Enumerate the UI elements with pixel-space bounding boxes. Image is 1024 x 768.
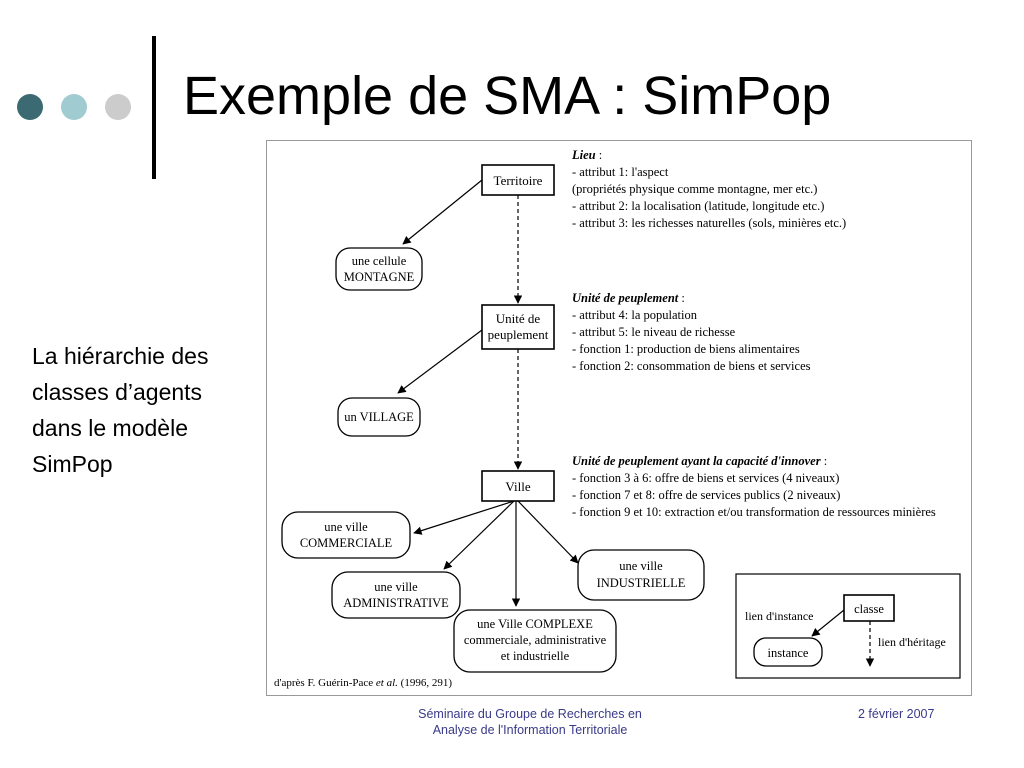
instance-label: ADMINISTRATIVE (343, 596, 449, 610)
decor-dot-light (105, 94, 131, 120)
instance-label: COMMERCIALE (299, 536, 393, 550)
note-line: - fonction 3 à 6: offre de biens et services (4 niveaux) (572, 471, 840, 485)
instance-ville-commerciale (282, 512, 410, 558)
instance-label: un VILLAGE (344, 410, 414, 424)
note-line: - fonction 2: consommation de biens et services (572, 359, 811, 373)
note-heading-suffix: : (595, 148, 603, 162)
class-label-territoire: Territoire (493, 173, 543, 188)
footer-seminar (380, 706, 680, 738)
note-line: (propriétés physique comme montagne, mer etc.) (572, 182, 818, 196)
diagram-source (274, 677, 452, 689)
svg-text:Lieu : (571, 148, 602, 162)
class-box-ville (482, 471, 554, 501)
note-heading: Unité de peuplement (572, 291, 679, 305)
legend-lien-instance: lien d'instance (745, 609, 814, 623)
instance-label: INDUSTRIELLE (596, 576, 686, 590)
side-caption (32, 338, 262, 482)
side-caption-line: La hiérarchie des (32, 343, 209, 369)
source-suffix: (1996, 291) (397, 677, 452, 689)
footer-line: Analyse de l'Information Territoriale (432, 723, 628, 737)
svg-text:Unité de peuplement ayant la c (572, 454, 827, 468)
class-box-territoire (482, 165, 554, 195)
instance-ville-administrative (332, 572, 460, 618)
class-label-ville: Ville (505, 479, 531, 494)
note-line: - attribut 1: l'aspect (572, 165, 669, 179)
decor-dot-dark (17, 94, 43, 120)
side-caption-line: SimPop (32, 451, 113, 477)
legend-lien-heritage: lien d'héritage (878, 635, 946, 649)
note-heading: Unité de peuplement ayant la capacité d'innover (572, 454, 821, 468)
instance-label: et industrielle (500, 649, 570, 663)
note-line: - attribut 3: les richesses naturelles (sols, minières etc.) (572, 216, 847, 230)
note-heading: Lieu (572, 148, 596, 162)
class-label-unite-line1: Unité de (495, 311, 541, 326)
legend-box (736, 574, 960, 678)
note-line: - fonction 1: production de biens alimentaires (572, 342, 800, 356)
footer-line: Séminaire du Groupe de Recherches en (418, 707, 642, 721)
instance-label: une cellule (351, 254, 407, 268)
note-heading-suffix: : (820, 454, 828, 468)
instance-label: une ville (619, 559, 663, 573)
slide-title: Exemple de SMA : SimPop (183, 66, 832, 126)
note-line: - fonction 7 et 8: offre de services publics (2 niveaux) (572, 488, 841, 502)
note-line: - attribut 5: le niveau de richesse (572, 325, 736, 339)
legend-classe: classe (854, 602, 884, 616)
instance-village (338, 398, 420, 436)
hierarchy-diagram (266, 140, 972, 696)
instance-cellule-montagne (336, 248, 422, 290)
instance-ville-industrielle (578, 550, 704, 600)
footer-date: 2 février 2007 (858, 707, 935, 721)
source-prefix: d'après F. Guérin-Pace (274, 677, 376, 689)
class-box-unite-peuplement (482, 305, 554, 349)
source-etal: et al. (375, 677, 398, 689)
instance-label: commerciale, administrative (463, 633, 607, 647)
note-heading-suffix: : (678, 291, 685, 305)
instance-label: une Ville COMPLEXE (477, 617, 593, 631)
title-divider (152, 36, 156, 179)
instance-ville-complexe (454, 610, 616, 672)
note-line: - fonction 9 et 10: extraction et/ou transformation de ressources minières (572, 505, 936, 519)
side-caption-line: classes d’agents (32, 379, 203, 405)
legend-instance: instance (767, 646, 809, 660)
note-line: - attribut 2: la localisation (latitude, longitude etc.) (572, 199, 825, 213)
svg-text:Unité de peuplement : (572, 291, 685, 305)
decor-dot-mid (61, 94, 87, 120)
note-line: - attribut 4: la population (572, 308, 697, 322)
instance-label: une ville (324, 520, 368, 534)
class-label-unite-line2: peuplement (487, 327, 549, 342)
instance-label: MONTAGNE (343, 270, 415, 284)
side-caption-line: dans le modèle (32, 415, 188, 441)
instance-label: une ville (374, 580, 418, 594)
